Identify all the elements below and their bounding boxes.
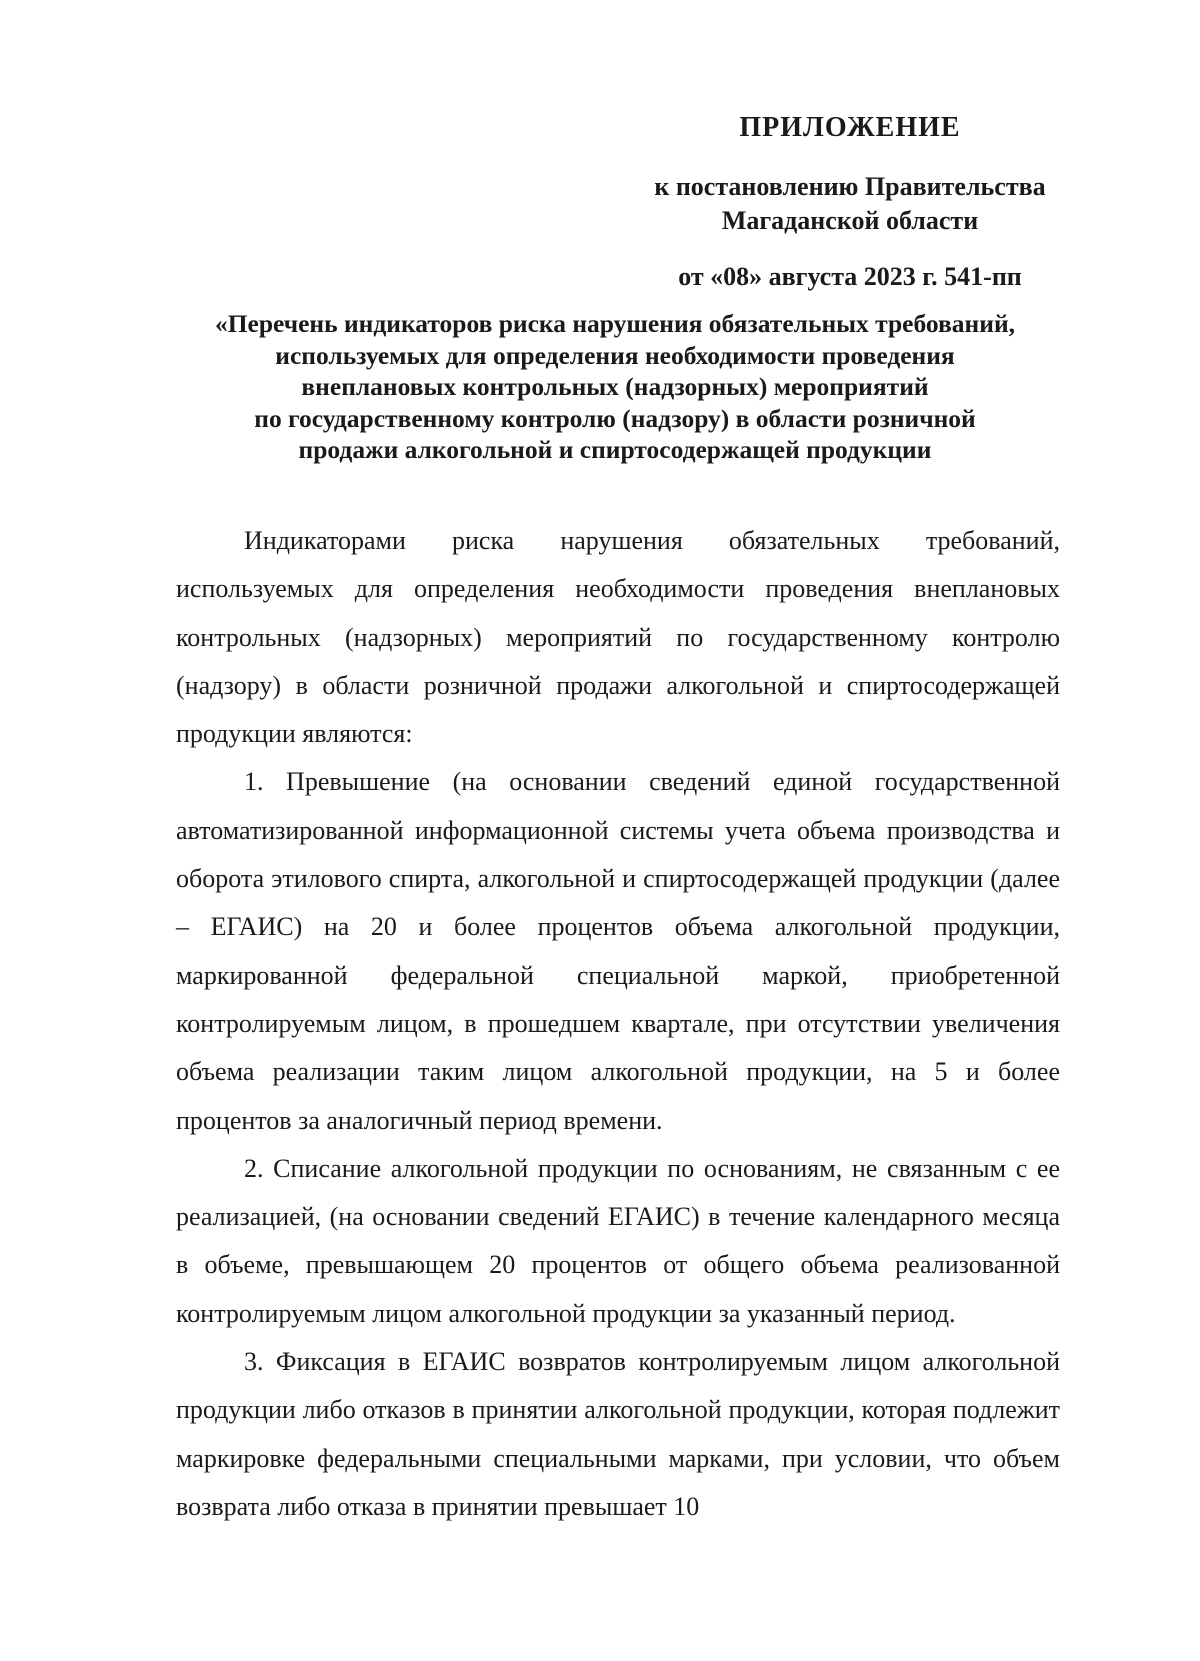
appendix-header xyxy=(620,108,1080,294)
item-2-paragraph: 2. Списание алкогольной продукции по основаниям, не связанным с ее реализацией, (на основании сведений ЕГАИС) в течение календарного месяца в объеме, превышающем 20 процентов от общего объема реализованной контролируемым лицом алкогольной продукции за указанный период. xyxy=(176,1153,1060,1328)
appendix-line-1: к постановлению Правительства xyxy=(654,172,1046,201)
document-body xyxy=(176,517,1060,1531)
intro-paragraph: Индикаторами риска нарушения обязательных требований, используемых для определения необходимости проведения внеплановых контрольных (надзорных) мероприятий по государственному контролю (надзору) в области розничной продажи алкогольной и спиртосодержащей продукции являются: xyxy=(176,526,1060,749)
appendix-date: от «08» августа 2023 г. 541-пп xyxy=(678,262,1022,291)
appendix-title: ПРИЛОЖЕНИЕ xyxy=(739,112,961,143)
document-title-line-5: продажи алкогольной и спиртосодержащей продукции xyxy=(298,435,932,464)
item-1-paragraph: 1. Превышение (на основании сведений единой государственной автоматизированной информационной системы учета объема производства и оборота этилового спирта, алкогольной и спиртосодержащей продукции (далее – ЕГАИС) на 20 и более процентов объема алкогольной продукции, маркированной федеральной специальной маркой, приобретенной контролируемым лицом, в прошедшем квартале, при отсутствии увеличения объема реализации таким лицом алкогольной продукции, на 5 и более процентов за аналогичный период времени. xyxy=(176,767,1060,1135)
document-title-line-1: «Перечень индикаторов риска нарушения обязательных требований, xyxy=(214,309,1016,338)
document-title xyxy=(170,308,1060,466)
item-3-paragraph: 3. Фиксация в ЕГАИС возвратов контролируемым лицом алкогольной продукции либо отказов в принятии алкогольной продукции, которая подлежит маркировке федеральными специальными марками, при условии, что объем возврата либо отказа в принятии превышает 10 xyxy=(176,1347,1060,1521)
document-title-line-2: используемых для определения необходимости проведения xyxy=(275,340,955,370)
appendix-line-2: Магаданской области xyxy=(721,206,979,235)
document-title-line-3: внеплановых контрольных (надзорных) мероприятий xyxy=(301,372,929,401)
document-title-line-4: по государственному контролю (надзору) в области розничной xyxy=(254,403,976,433)
